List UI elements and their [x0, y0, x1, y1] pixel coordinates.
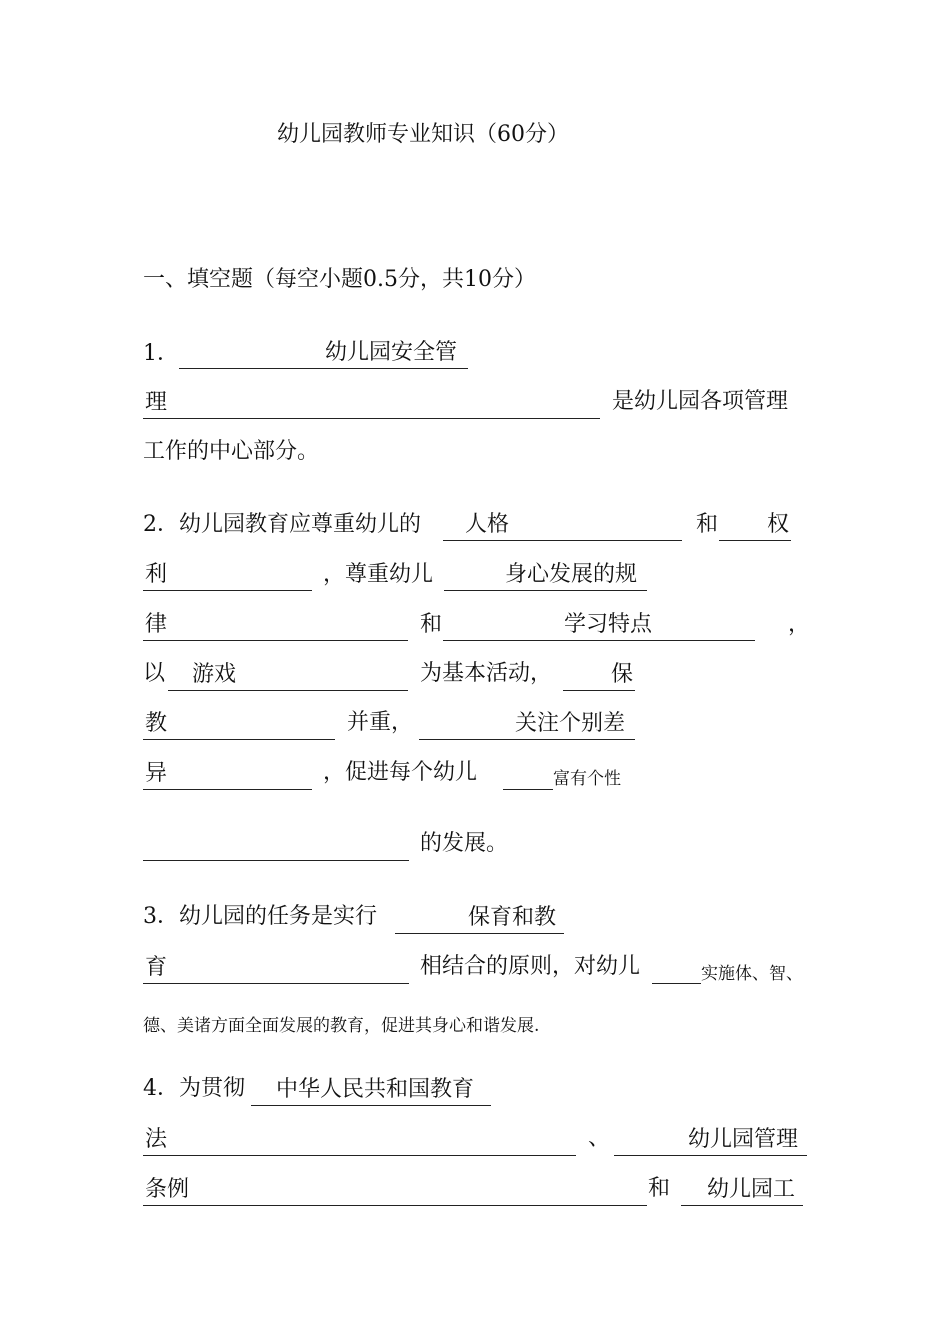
q2-answer-6-part1: 保 — [611, 662, 634, 687]
q2-blank-6[interactable] — [563, 662, 635, 691]
q2-blank-4[interactable] — [443, 612, 755, 641]
q2-blank-8-cont[interactable] — [143, 832, 409, 861]
q2-yi: 以 — [143, 661, 166, 686]
q2-blank-7[interactable] — [419, 711, 635, 740]
q3-text-2: 相结合的原则，对幼儿 — [420, 954, 641, 979]
q1-text-tail: 工作的中心部分。 — [143, 439, 320, 464]
q3-answer-2-part1: 实施体、智、 — [701, 964, 803, 984]
q2-answer-3-part1: 身心发展的规 — [505, 562, 638, 587]
q4-answer-1-part2: 法 — [145, 1127, 168, 1152]
q4-blank-2[interactable] — [614, 1127, 807, 1156]
q3-blank-1[interactable] — [395, 905, 564, 934]
q2-answer-2-part2: 利 — [145, 562, 168, 587]
q2-answer-5: 游戏 — [192, 662, 237, 687]
page-title: 幼儿园教师专业知识（60分） — [277, 122, 569, 147]
q4-prefix: 4．为贯彻 — [143, 1076, 245, 1101]
q1-answer-part1: 幼儿园安全管 — [325, 340, 458, 365]
q2-text-3: 为基本活动， — [420, 661, 553, 686]
q4-answer-1-part1: 中华人民共和国教育 — [276, 1077, 475, 1102]
q2-text-2: ，尊重幼儿 — [323, 562, 434, 587]
q2-text-5: ，促进每个幼儿 — [323, 760, 478, 785]
q1-blank-1[interactable] — [179, 340, 468, 369]
q2-blank-7-cont[interactable] — [143, 761, 312, 790]
q4-separator: 、 — [588, 1126, 611, 1151]
q2-blank-2[interactable] — [719, 512, 791, 541]
q4-blank-3[interactable] — [681, 1177, 803, 1206]
q2-and-2: 和 — [420, 612, 443, 637]
q1-answer-part2: 理 — [145, 390, 168, 415]
q4-answer-2-part2: 条例 — [145, 1177, 190, 1202]
q2-text-4: 并重， — [347, 710, 414, 735]
q2-blank-8[interactable] — [503, 761, 553, 790]
q2-answer-6-part2: 教 — [145, 711, 168, 736]
q2-answer-1: 人格 — [465, 512, 510, 537]
q2-prefix: 2．幼儿园教育应尊重幼儿的 — [143, 512, 421, 537]
q3-answer-1-part1: 保育和教 — [468, 905, 557, 930]
q3-line-2: 德、美诸方面全面发展的教育，促进其身心和谐发展. — [143, 1016, 540, 1036]
q2-blank-2-cont[interactable] — [143, 562, 312, 591]
q2-blank-6-cont[interactable] — [143, 711, 335, 740]
q3-answer-1-part2: 育 — [145, 955, 168, 980]
q4-answer-2-part1: 幼儿园管理 — [688, 1127, 799, 1152]
q2-blank-5[interactable] — [168, 662, 408, 691]
q2-blank-3-cont[interactable] — [143, 612, 408, 641]
q2-answer-7-part2: 异 — [145, 761, 168, 786]
q3-blank-2[interactable] — [652, 955, 701, 984]
q2-blank-1[interactable] — [443, 512, 682, 541]
section-heading: 一、填空题（每空小题0.5分，共10分） — [143, 267, 536, 292]
q2-answer-8: 富有个性 — [553, 769, 621, 789]
q4-blank-1-cont[interactable] — [143, 1127, 576, 1156]
q4-blank-1[interactable] — [251, 1077, 491, 1106]
q2-answer-7-part1: 关注个别差 — [515, 711, 626, 736]
q3-blank-1-cont[interactable] — [143, 955, 409, 984]
q1-text-after: 是幼儿园各项管理 — [612, 389, 789, 414]
q4-answer-3-part1: 幼儿园工 — [707, 1177, 796, 1202]
q2-answer-2-part1: 权 — [767, 512, 790, 537]
q4-and: 和 — [648, 1176, 671, 1201]
q2-blank-3[interactable] — [444, 562, 647, 591]
q2-answer-3-part2: 律 — [145, 612, 168, 637]
q1-number: 1． — [143, 341, 179, 366]
q2-answer-4: 学习特点 — [564, 612, 653, 637]
q2-comma: ， — [788, 612, 811, 637]
q2-and-1: 和 — [696, 512, 719, 537]
q3-prefix: 3．幼儿园的任务是实行 — [143, 904, 377, 929]
q1-blank-1-cont[interactable] — [143, 390, 600, 419]
q4-blank-2-cont[interactable] — [143, 1177, 647, 1206]
q2-text-6: 的发展。 — [420, 831, 509, 856]
